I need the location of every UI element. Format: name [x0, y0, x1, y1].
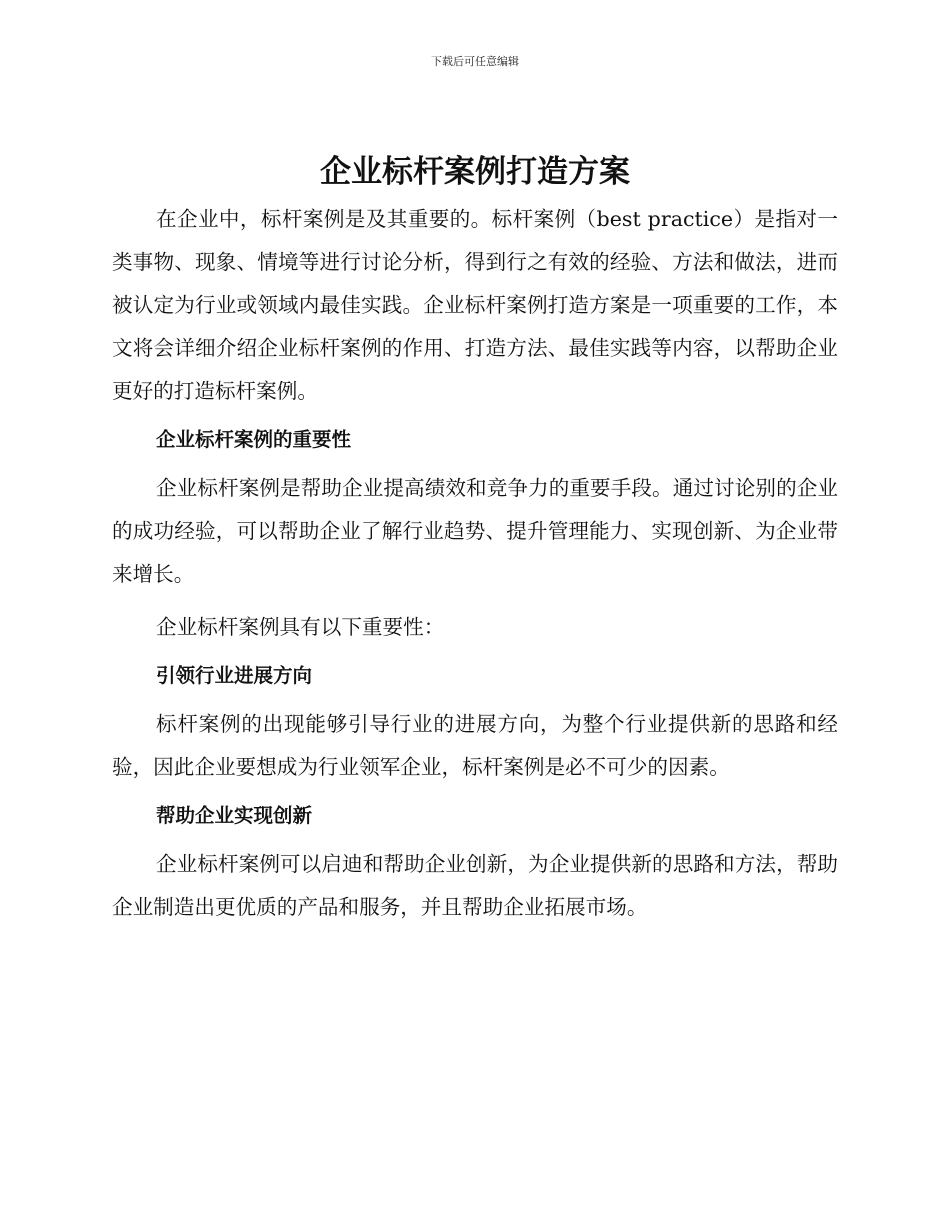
spacer [112, 596, 838, 606]
section-heading-importance: 企业标杆案例的重要性 [156, 428, 352, 451]
subsection-heading-innovation: 帮助企业实现创新 [156, 804, 313, 827]
spacer [112, 689, 838, 703]
spacer [112, 453, 838, 467]
document-body [112, 198, 838, 929]
document-title: 企业标杆案例打造方案 [320, 154, 630, 190]
subsection-heading-lead-direction: 引领行业进展方向 [156, 664, 313, 687]
intro-paragraph: 在企业中，标杆案例是及其重要的。标杆案例（best practice）是指对一类事物、现象、情境等进行讨论分析，得到行之有效的经验、方法和做法，进而被认定为行业或领域内最佳实践。企业标杆案例打造方案是一项重要的工作，本文将会详细介绍企业标杆案例的作用、打造方法、最佳实践等内容，以帮助企业更好的打造标杆案例。 [112, 207, 838, 403]
lead-direction-paragraph: 标杆案例的出现能够引导行业的进展方向，为整个行业提供新的思路和经验，因此企业要想成为行业领军企业，标杆案例是必不可少的因素。 [112, 712, 838, 779]
importance-paragraph: 企业标杆案例是帮助企业提高绩效和竞争力的重要手段。通过讨论别的企业的成功经验，可以帮助企业了解行业趋势、提升管理能力、实现创新、为企业带来增长。 [112, 476, 838, 586]
importance-list-intro: 企业标杆案例具有以下重要性： [156, 615, 445, 639]
spacer [112, 829, 838, 843]
header-note: 下载后可任意编辑 [431, 55, 519, 68]
spacer [112, 413, 838, 427]
spacer [112, 649, 838, 663]
innovation-paragraph: 企业标杆案例可以启迪和帮助企业创新，为企业提供新的思路和方法，帮助企业制造出更优质的产品和服务，并且帮助企业拓展市场。 [112, 852, 838, 919]
spacer [112, 789, 838, 803]
